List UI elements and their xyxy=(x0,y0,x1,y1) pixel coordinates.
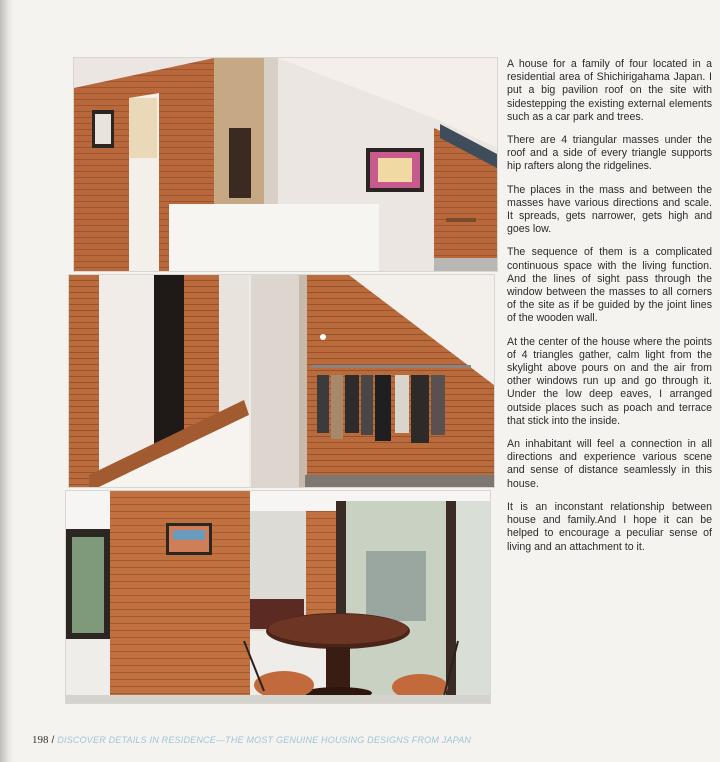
book-title: DISCOVER DETAILS IN RESIDENCE—THE MOST GENUINE HOUSING DESIGNS FROM JAPAN xyxy=(57,735,472,745)
book-gutter-shadow xyxy=(0,0,14,762)
paragraph-intro: A house for a family of four located in a residential area of Shichirigahama Japan. I put a big pavilion roof on the site with sidestepping the existing external elements such as a car park and trees. xyxy=(507,58,712,123)
page-number: 198 xyxy=(32,734,49,746)
paragraph-sequence: The sequence of them is a complicated continuous space with the living function. And the lines of sight pass through the window between the masses to all corners of the site as if be guided by the joint lines of the wooden wall. xyxy=(507,246,712,325)
paragraph-relationship: It is an inconstant relationship between house and family.And I hope it can be helped to encourage a peculiar sense of living and an attachment to it. xyxy=(507,500,712,553)
page-footer xyxy=(32,734,471,748)
photo-closet-area xyxy=(68,274,495,488)
paragraph-triangles: There are 4 triangular masses under the roof and a side of every triangle supports hip rafters along the ridgelines. xyxy=(507,134,712,173)
footer-separator: / xyxy=(51,735,55,746)
paragraph-inhabitant: An inhabitant will feel a connection in all directions and experience various scene and sense of distance seamlessly in this house. xyxy=(507,438,712,490)
photo-dining-room xyxy=(65,490,491,704)
body-text-column xyxy=(507,58,712,564)
photo-upper-room xyxy=(73,57,498,272)
paragraph-center: At the center of the house where the points of 4 triangles gather, calm light from the skylight above pours on and the air from other windows run up and go through it. Under the low deep eaves, I arranged outside places such as poach and terrace that stick into the inside. xyxy=(507,335,712,427)
paragraph-places: The places in the mass and between the masses have various directions and scale. It spreads, gets narrower, gets high and goes low. xyxy=(507,183,712,236)
